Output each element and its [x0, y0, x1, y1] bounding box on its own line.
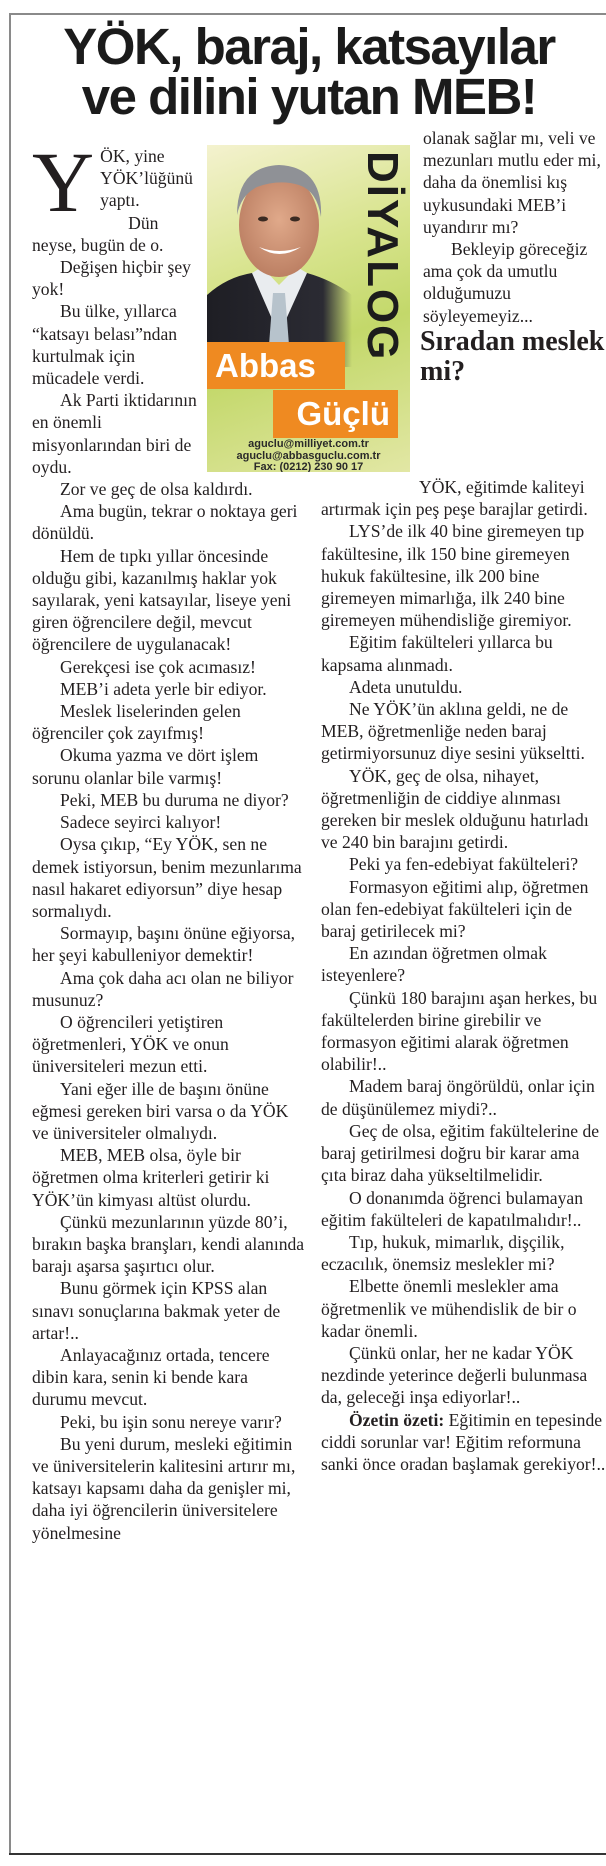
summary-paragraph — [321, 1409, 606, 1476]
paragraph: O öğrencileri yetiştiren öğretmenleri, YÖK ve onun üniversiteleri mezun etti. — [32, 1011, 229, 1077]
summary-label: Özetin özeti: — [349, 1409, 445, 1430]
paragraph: Çünkü onlar, her ne kadar YÖK nezdinde yeterince değerli bulunmasa da, geleceği inşa ediyorlar!.. — [321, 1342, 588, 1408]
author-last-name: Güçlü — [273, 390, 398, 438]
paragraph: Sormayıp, başını önüne eğiyorsa, her şeyi kabulleniyor demektir! — [32, 923, 296, 966]
paragraph — [321, 476, 606, 520]
article-column-left — [32, 134, 307, 1544]
paragraph: Peki, MEB bu duruma ne diyor? — [60, 789, 289, 810]
headline-line-1: YÖK, baraj, katsayılar — [63, 18, 555, 75]
paragraph: Ak Parti iktidarının en önemli misyonlarından biri de oydu. — [32, 390, 197, 477]
paragraph: MEB’i adeta yerle bir ediyor. — [60, 678, 267, 699]
paragraph: En azından öğretmen olmak isteyenlere? — [321, 943, 547, 986]
summary-text: Eğitimin en tepesinde ciddi sorunlar var! Eğitim reformuna sanki önce oradan başlamak gerekiyor!.. — [321, 1409, 606, 1474]
frame-bottom-rule — [9, 1853, 606, 1855]
paragraph: Ne YÖK’ün aklına geldi, ne de MEB, öğretmenliğe neden baraj getirmiyorsunuz diye sesini yükseltti. — [321, 699, 585, 764]
paragraph: Hem de tıpkı yıllar öncesinde olduğu gibi, kazanılmış haklar yok sayılarak, yeni katsayılar, liseye yeni giren öğrencilere değil, mevcut öğrencilere de uygulanacak! — [32, 545, 292, 655]
paragraph: LYS’de ilk 40 bine giremeyen tıp fakültesine, ilk 150 bine giremeyen hukuk fakültesine, ilk 200 bine giremeyen mimarlığa, ilk 240 bine giremeyen mühendisliğe giremiyor. — [321, 521, 585, 631]
paragraph: Eğitim fakülteleri yıllarca bu kapsama alınmadı. — [321, 632, 553, 675]
paragraph: Formasyon eğitimi alıp, öğretmen olan fen-edebiyat fakülteleri için de baraj getirilecek mi? — [321, 876, 589, 942]
frame-left-rule — [9, 13, 11, 1855]
column-name: DİYALOG — [358, 151, 407, 362]
paragraph: Bunu görmek için KPSS alan sınavı sonuçlarına bakmak yeter de artar!.. — [32, 1278, 281, 1343]
paragraph: Meslek liselerinden gelen öğrenciler çok zayıfmış! — [32, 701, 241, 744]
drop-cap: Y — [32, 134, 95, 230]
article-column-right-bottom — [321, 476, 606, 1475]
paragraph-text: YÖK, eğitimde kaliteyi artırmak için peş peşe barajlar getirdi. — [321, 477, 588, 520]
paragraph: Bu yeni durum, mesleki eğitimin ve üniversitelerin kalitesini artırır mı, katsayı kapsamı daha da genişler mi, daha iyi öğrencilerin üniversitelere yönelmesine — [32, 1433, 296, 1543]
right-paragraphs — [321, 520, 606, 1408]
headline — [12, 18, 606, 125]
paragraph: olanak sağlar mı, veli ve mezunları mutlu eder mi, daha da önemlisi kış uykusundaki MEB’i uyandırır mı? — [423, 128, 601, 237]
paragraph: O donanımda öğrenci bulamayan eğitim fakülteleri de kapatılmalıdır!.. — [321, 1187, 584, 1230]
paragraph: Ama bugün, tekrar o noktaya geri dönüldü. — [32, 501, 298, 544]
paragraph: Bekleyip göreceğiz ama çok da umutlu olduğumuzu söyleyemeyiz... — [423, 239, 588, 326]
paragraph: Çünkü mezunlarının yüzde 80’i, bırakın başka branşları, kendi alanında barajı aşarsa şaşırtıcı olur. — [32, 1211, 305, 1277]
paragraph-text: ÖK, yine YÖK’lüğünü yaptı. — [100, 146, 193, 211]
paragraph: Oysa çıkıp, “Ey YÖK, sen ne demek istiyorsun, benim mezunlarıma nasıl hakaret ediyorsun” diye hesap sormalıydı. — [32, 834, 302, 921]
paragraph: Adeta unutuldu. — [349, 676, 463, 697]
paragraph: YÖK, geç de olsa, nihayet, öğretmenliğin de ciddiye alınması gereken bir meslek olduğunu hatırladı ve 240 bin barajını getirdi. — [321, 765, 589, 853]
paragraph: Madem baraj öngörüldü, onlar için de düşünülemez miydi?.. — [321, 1076, 595, 1119]
paragraph: Tıp, hukuk, mimarlık, dişçilik, eczacılık, önemsiz meslekler mi? — [321, 1231, 565, 1275]
headline-line-2: ve dilini yutan MEB! — [81, 68, 537, 125]
article-column-right-top — [420, 127, 606, 387]
paragraph: Peki, bu işin sonu nereye varır? — [60, 1411, 282, 1432]
author-fax: Fax: (0212) 230 90 17 — [253, 461, 364, 472]
paragraph: Okuma yazma ve dört işlem sorunu olanlar bile varmış! — [32, 745, 259, 788]
paragraph: Gerekçesi ise çok acımasız! — [60, 656, 256, 677]
photo-wrap-spacer — [199, 145, 307, 477]
paragraph: Anlayacağınız ortada, tencere dibin kara, senin ki bende kara durumu mevcut. — [32, 1344, 270, 1410]
paragraph: Bu ülke, yıllarca “katsayı belası”ndan kurtulmak için mücadele verdi. — [32, 301, 178, 389]
paragraph: Ama çok daha acı olan ne biliyor musunuz? — [32, 967, 294, 1010]
paragraph: Geç de olsa, eğitim fakültelerine de baraj getirilmesi doğru bir karar ama çıta biraz daha yükseltilmelidir. — [321, 1120, 600, 1186]
paragraph: Sadece seyirci kalıyor! — [60, 812, 222, 833]
paragraph: Dün neyse, bugün de o. — [32, 212, 164, 255]
paragraph: Peki ya fen-edebiyat fakülteleri? — [349, 854, 579, 875]
paragraph: Çünkü 180 barajını aşan herkes, bu fakültelerden birine girebilir ve formasyon eğitimi alarak öğretmen olabilir!.. — [321, 987, 598, 1075]
author-email-1[interactable]: aguclu@milliyet.com.tr — [248, 438, 369, 450]
paragraph: MEB, MEB olsa, öyle bir öğretmen olma kriterleri getirir ki YÖK’ün kimyası altüst olurdu. — [32, 1145, 270, 1210]
author-email-2[interactable]: aguclu@abbasguclu.com.tr — [236, 449, 381, 462]
author-first-name: Abbas — [207, 342, 345, 389]
paragraph: Yani eğer ille de başını önüne eğmesi gereken biri varsa o da YÖK ve üniversiteler olmalıydı. — [32, 1078, 289, 1143]
subheading: Sıradan meslek mi? — [420, 325, 605, 387]
paragraph: Zor ve geç de olsa kaldırdı. — [60, 479, 253, 500]
frame-top-rule — [9, 13, 606, 15]
paragraph: Değişen hiçbir şey yok! — [32, 257, 191, 300]
paragraph: Elbette önemli meslekler ama öğretmenlik ve mühendislik de bir o kadar önemli. — [321, 1276, 577, 1341]
